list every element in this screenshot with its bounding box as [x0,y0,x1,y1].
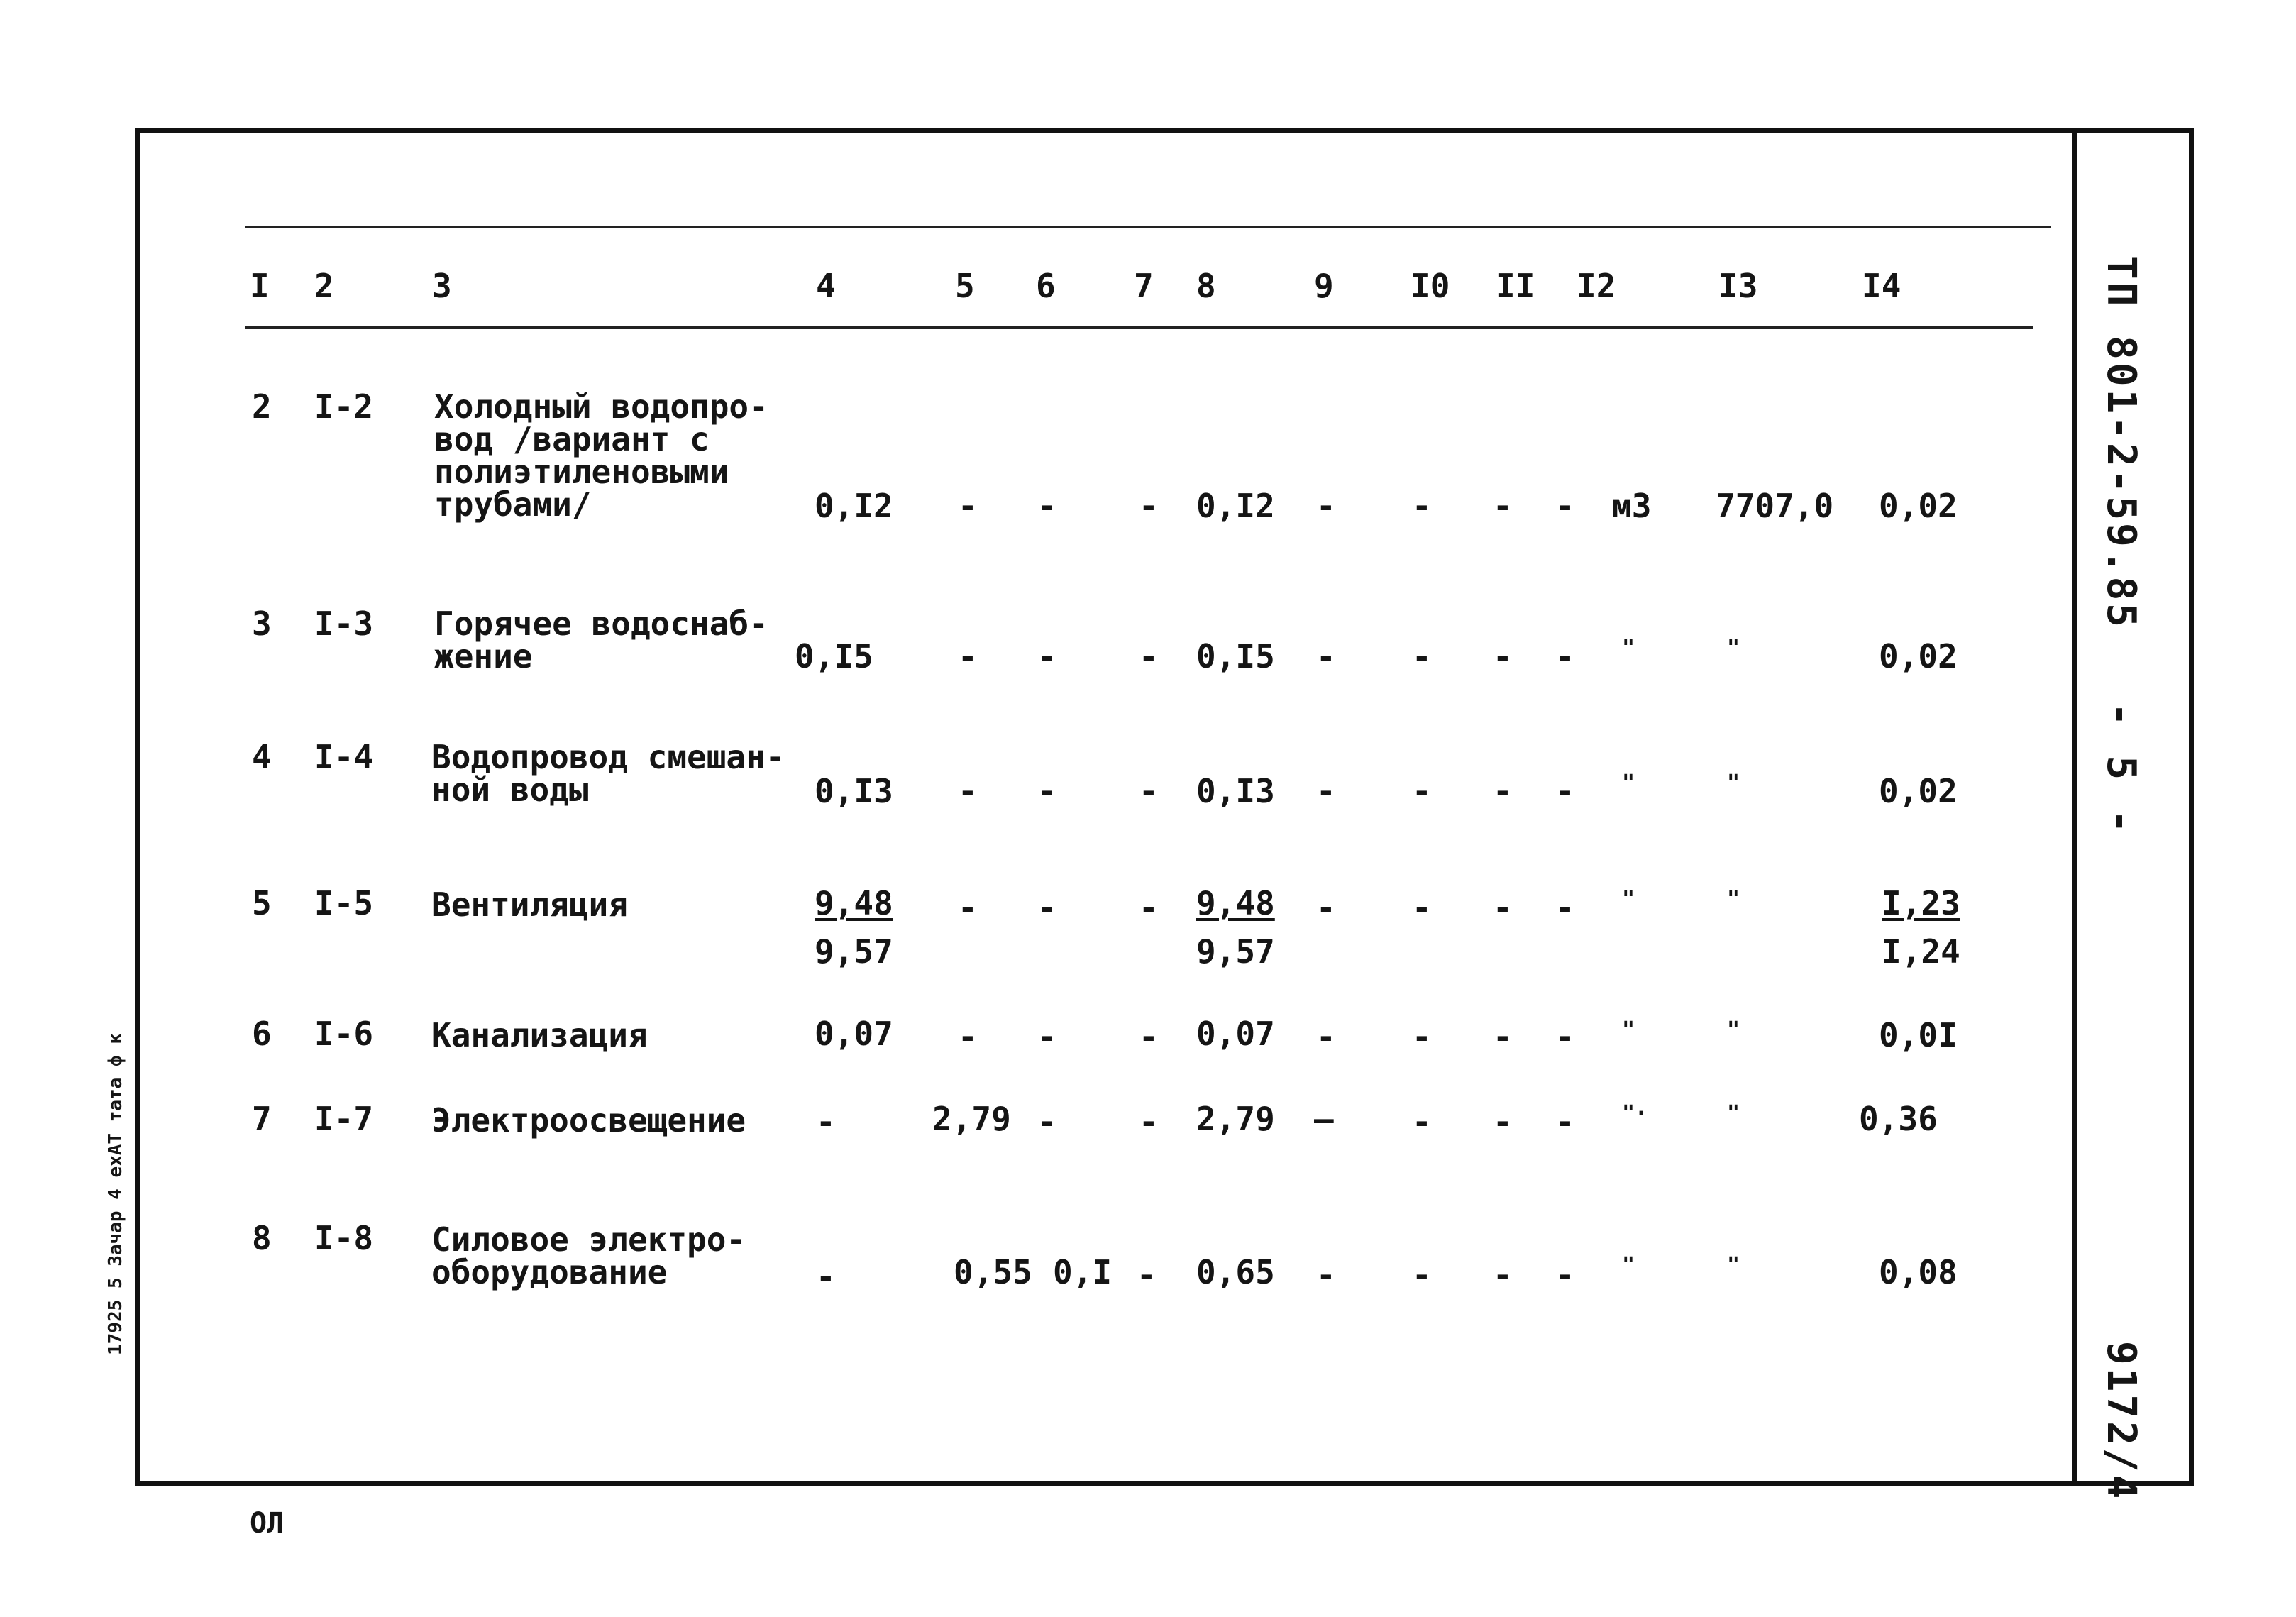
row-code: I-8 [314,1219,374,1257]
cell-col8: 0,I3 [1196,772,1275,810]
cell-col8: 0,65 [1196,1253,1275,1291]
col-header-12: I2 [1577,267,1616,305]
row-name-line: Вентиляция [431,885,628,924]
col-header-3: 3 [432,267,452,305]
row-name-line: Канализация [431,1016,648,1054]
col-header-9: 9 [1314,267,1334,305]
cell-col7: - [1139,772,1159,810]
row-number: 3 [252,605,272,643]
cell-col12: - [1555,487,1575,525]
sheet-page-number: - 5 - [2098,702,2144,837]
cell-col12: - [1555,1256,1575,1294]
cell-col9: - [1316,888,1336,927]
cell-col4: - [816,1257,836,1296]
title-block-divider [2072,130,2077,1485]
footer-mark: ОЛ [250,1507,285,1540]
col-header-8: 8 [1196,267,1216,305]
cell-col9: — [1314,1100,1334,1138]
cell-col11: - [1493,1103,1513,1141]
cell-col6: - [1037,1103,1057,1141]
cell-col5: - [958,1017,978,1056]
cell-col5: - [958,888,978,927]
cell-col14: 0,08 [1879,1253,1958,1291]
cell-col14: 0,36 [1859,1100,1938,1138]
cell-col6: - [1037,637,1057,675]
cell-unit: "· [1622,1101,1648,1126]
col-header-1: I [250,267,270,305]
cell-col12: - [1555,637,1575,675]
cell-col4: - [816,1103,836,1141]
cell-col14: 0,0I [1879,1016,1958,1054]
cell-col6: - [1037,1017,1057,1056]
row-code: I-2 [314,387,374,426]
cell-col7: - [1139,487,1159,525]
col-header-10: I0 [1411,267,1450,305]
cell-unit: " [1622,636,1635,661]
cell-col13: " [1727,771,1740,795]
cell-col5: 2,79 [932,1100,1011,1138]
row-name-line: жение [434,637,533,675]
cell-unit: " [1622,1017,1635,1042]
row-name-line: вод /вариант с [434,420,710,458]
cell-col12: - [1555,1103,1575,1141]
cell-col5: - [958,487,978,525]
row-code: I-6 [314,1015,374,1053]
cell-col14: 0,02 [1879,772,1958,810]
cell-col5: - [958,772,978,810]
cell-unit: " [1622,771,1635,795]
cell-col7: - [1137,1256,1157,1294]
cell-col7: - [1139,1103,1159,1141]
cell-col11: - [1493,772,1513,810]
cell-col7: - [1139,1017,1159,1056]
cell-col6: - [1037,888,1057,927]
row-code: I-4 [314,738,374,776]
cell-col13: 7707,0 [1716,487,1834,525]
cell-col10: - [1412,487,1432,525]
cell-col10: - [1412,1017,1432,1056]
col-header-13: I3 [1718,267,1758,305]
cell-col8: 0,I2 [1196,487,1275,525]
cell-col6: 0,I [1053,1253,1113,1291]
cell-col11: - [1493,888,1513,927]
cell-col9: - [1316,1256,1336,1294]
cell-col5: 0,55 [954,1253,1032,1291]
row-code: I-3 [314,605,374,643]
col-header-4: 4 [816,267,836,305]
col-header-14: I4 [1862,267,1902,305]
cell-col4-second: 9,57 [815,932,893,971]
cell-col9: - [1316,1017,1336,1056]
cell-col4: 0,I5 [795,637,873,675]
table-header-rule [245,326,2033,329]
row-name-line: Холодный водопро- [434,387,768,426]
cell-col13: " [1727,1017,1740,1042]
cell-col14-second: I,24 [1882,932,1960,971]
cell-col10: - [1412,1103,1432,1141]
cell-col10: - [1412,1256,1432,1294]
row-name-line: Водопровод смешан- [431,738,785,776]
cell-unit: " [1622,887,1635,912]
col-header-5: 5 [955,267,975,305]
cell-col8: 0,I5 [1196,637,1275,675]
margin-stamp: 17925 5 Зачар 4 ехАТ тата ф к [105,1033,126,1355]
col-header-2: 2 [314,267,334,305]
cell-col7: - [1139,637,1159,675]
col-header-11: II [1496,267,1535,305]
row-number: 5 [252,884,272,922]
cell-col8: 2,79 [1196,1100,1275,1138]
cell-col11: - [1493,637,1513,675]
cell-col6: - [1037,772,1057,810]
cell-col12: - [1555,888,1575,927]
row-name-line: полиэтиленовыми [434,453,729,491]
cell-col9: - [1316,772,1336,810]
cell-col10: - [1412,637,1432,675]
row-code: I-5 [314,884,374,922]
row-name-line: Силовое электро- [431,1220,746,1259]
cell-col12: - [1555,772,1575,810]
row-name-line: трубами/ [434,485,592,524]
sheet-code: ТП 801-2-59.85 [2098,255,2144,631]
cell-col13: " [1727,1101,1740,1126]
cell-col14: 0,02 [1879,637,1958,675]
row-code: I-7 [314,1100,374,1138]
cell-col11: - [1493,1017,1513,1056]
cell-col10: - [1412,888,1432,927]
col-header-7: 7 [1134,267,1154,305]
cell-col13: " [1727,1253,1740,1278]
cell-col14: I,23 [1882,884,1960,922]
cell-unit: " [1622,1253,1635,1278]
cell-col6: - [1037,487,1057,525]
cell-col13: " [1727,887,1740,912]
cell-col4: 0,07 [815,1015,893,1053]
cell-col9: - [1316,637,1336,675]
row-name-line: оборудование [431,1253,668,1291]
cell-col12: - [1555,1017,1575,1056]
cell-col8-second: 9,57 [1196,932,1275,971]
cell-col8: 0,07 [1196,1015,1275,1053]
row-number: 2 [252,387,272,426]
row-number: 7 [252,1100,272,1138]
cell-col10: - [1412,772,1432,810]
cell-col4: 0,I2 [815,487,893,525]
col-header-6: 6 [1036,267,1056,305]
cell-col8: 9,48 [1196,884,1275,922]
row-name-line: ной воды [431,771,589,809]
cell-col4: 0,I3 [815,772,893,810]
cell-col7: - [1139,888,1159,927]
cell-col13: " [1727,636,1740,661]
cell-col5: - [958,637,978,675]
row-name-line: Электроосвещение [431,1101,746,1139]
cell-col11: - [1493,1256,1513,1294]
cell-col4: 9,48 [815,884,893,922]
row-name-line: Горячее водоснаб- [434,605,768,643]
cell-col14: 0,02 [1879,487,1958,525]
row-number: 8 [252,1219,272,1257]
table-top-rule [245,226,2051,228]
cell-col11: - [1493,487,1513,525]
cell-unit: м3 [1612,487,1652,525]
row-number: 4 [252,738,272,776]
cell-col9: - [1316,487,1336,525]
sheet-side-number: 9172/4 [2098,1341,2144,1502]
row-number: 6 [252,1015,272,1053]
